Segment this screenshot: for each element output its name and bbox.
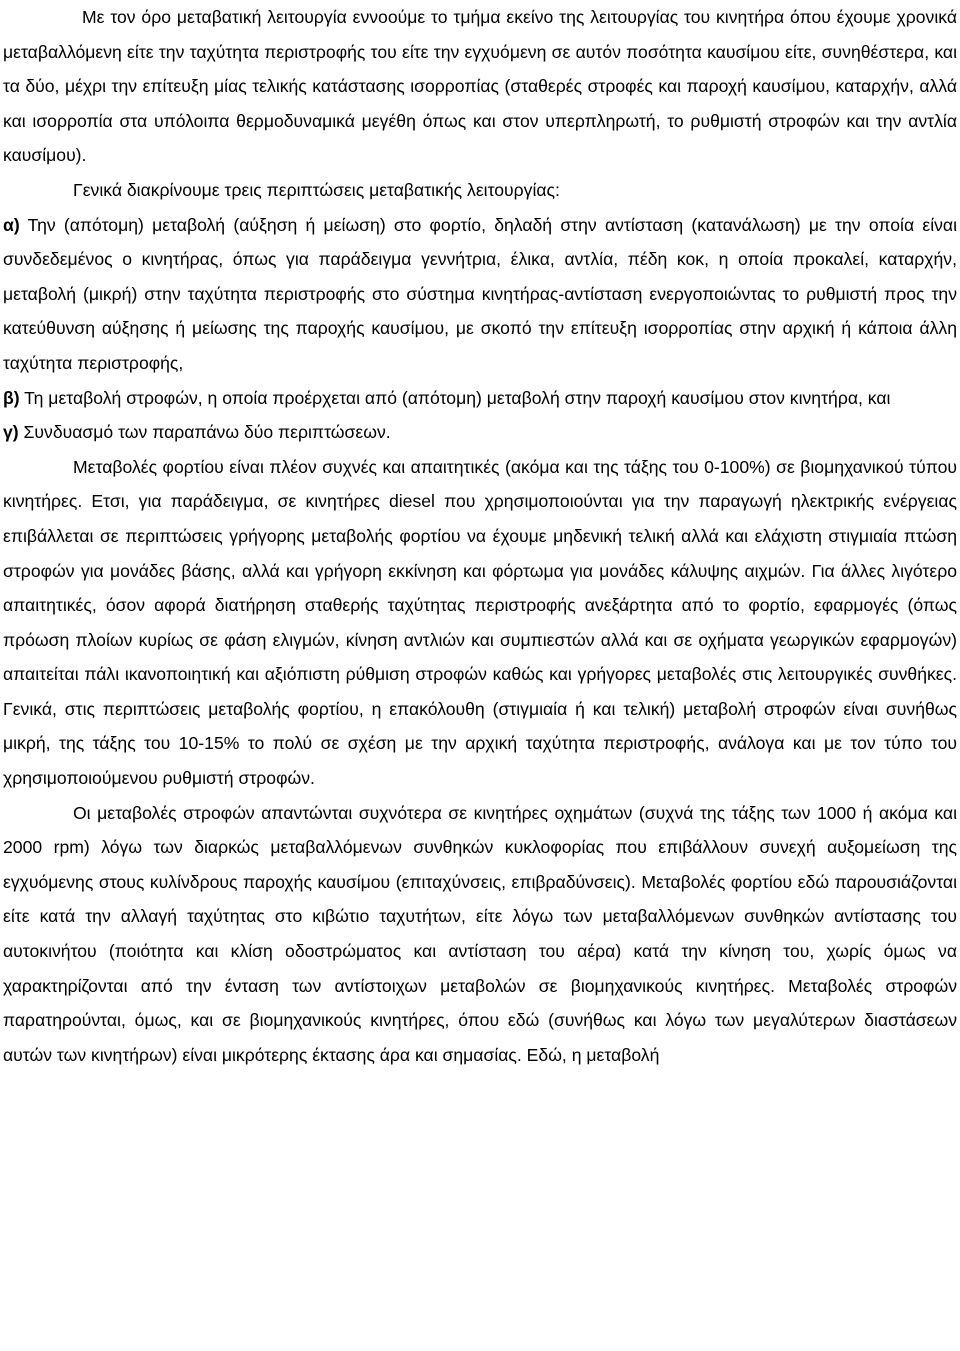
document-page bbox=[3, 0, 957, 1072]
case-c-item bbox=[3, 415, 957, 450]
case-c-label: γ) bbox=[3, 422, 19, 443]
case-a-label: α) bbox=[3, 214, 20, 235]
paragraph-speed-changes: Οι μεταβολές στροφών απαντώνται συχνότερα σε κινητήρες οχημάτων (συχνά της τάξης των 1000 ή ακόμα και 2000 rpm) λόγω των διαρκώς μεταβαλλόμενων συνθηκών κυκλοφορίας που επιβάλλουν συνεχή αυξομείωση της εγχυόμενης στους κυλίνδρους παροχής καυσίμου (επιταχύνσεις, επιβραδύνσεις). Μεταβολές φορτίου εδώ παρουσιάζονται είτε κατά την αλλαγή ταχύτητας στο κιβώτιο ταχυτήτων, είτε λόγω των μεταβαλλόμενων συνθηκών αντίστασης του αυτοκινήτου (ποιότητα και κλίση οδοστρώματος και αντίσταση του αέρα) κατά την κίνηση του, χωρίς όμως να χαρακτηρίζονται από την ένταση των αντίστοιχων μεταβολών σε βιομηχανικούς κινητήρες. Μεταβολές στροφών παρατηρούνται, όμως, και σε βιομηχανικούς κινητήρες, όπου εδώ (συνήθως και λόγω των μεγαλύτερων διαστάσεων αυτών των κινητήρων) είναι μικρότερης έκτασης άρα και σημασίας. Εδώ, η μεταβολή bbox=[3, 802, 957, 1065]
paragraph-transient-definition: Με τον όρο μεταβατική λειτουργία εννοούμε το τμήμα εκείνο της λειτουργίας του κινητήρα όπου έχουμε χρονικά μεταβαλλόμενη είτε την ταχύτητα περιστροφής του είτε την εγχυόμενη σε αυτόν ποσότητα καυσίμου είτε, συνηθέστερα, και τα δύο, μέχρι την επίτευξη μίας τελικής κατάστασης ισορροπίας (σταθερές στροφές και παροχή καυσίμου, καταρχήν, αλλά και ισορροπία στα υπόλοιπα θερμοδυναμικά μεγέθη όπως και στον υπερπληρωτή, το ρυθμιστή στροφών και την αντλία καυσίμου). bbox=[3, 7, 957, 166]
case-b-text: Τη μεταβολή στροφών, η οποία προέρχεται από (απότομη) μεταβολή στην παροχή καυσίμου στον κινητήρα, και bbox=[19, 387, 891, 408]
paragraph-load-changes: Μεταβολές φορτίου είναι πλέον συχνές και απαιτητικές (ακόμα και της τάξης του 0-100%) σε βιομηχανικού τύπου κινητήρες. Ετσι, για παράδειγμα, σε κινητήρες diesel που χρησιμοποιούνται για την παραγωγή ηλεκτρικής ενέργειας επιβάλλεται σε περιπτώσεις γρήγορης μεταβολής φορτίου να έχουμε μηδενική τελική αλλά και ελάχιστη στιγμιαία πτώση στροφών για μονάδες βάσης, αλλά και γρήγορη εκκίνηση και φόρτωμα για μονάδες κάλυψης αιχμών. Για άλλες λιγότερο απαιτητικές, όσον αφορά διατήρηση σταθερής ταχύτητας περιστροφής ανεξάρτητα από το φορτίο, εφαρμογές (όπως πρόωση πλοίων κυρίως σε φάση ελιγμών, κίνηση αντλιών και συμπιεστών αλλά και σε οχήματα γεωργικών εφαρμογών) απαιτείται πάλι ικανοποιητική και αξιόπιστη ρύθμιση στροφών καθώς και γρήγορες μεταβολές στις λειτουργικές συνθήκες. Γενικά, στις περιπτώσεις μεταβολής φορτίου, η επακόλουθη (στιγμιαία ή και τελική) μεταβολή στροφών είναι συνήθως μικρή, της τάξης του 10-15% το πολύ σε σχέση με την αρχική ταχύτητα περιστροφής, ανάλογα και με τον τύπο του χρησιμοποιούμενου ρυθμιστή στροφών. bbox=[3, 456, 957, 789]
case-b-label: β) bbox=[3, 387, 20, 408]
case-a-item bbox=[3, 208, 957, 381]
paragraph-cases-intro: Γενικά διακρίνουμε τρεις περιπτώσεις μεταβατικής λειτουργίας: bbox=[73, 179, 560, 200]
case-a-text: Την (απότομη) μεταβολή (αύξηση ή μείωση) στο φορτίο, δηλαδή στην αντίσταση (κατανάλωση) με την οποία είναι συνδεδεμένος ο κινητήρας, όπως για παράδειγμα γεννήτρια, έλικα, αντλία, πέδη κοκ, η οποία προκαλεί, καταρχήν, μεταβολή (μικρή) στην ταχύτητα περιστροφής στο σύστημα κινητήρας-αντίσταση ενεργοποιώντας το ρυθμιστή προς την κατεύθυνση αύξησης ή μείωσης της παροχής καυσίμου, με σκοπό την επίτευξη ισορροπίας στην αρχική ή κάποια άλλη ταχύτητα περιστροφής, bbox=[3, 214, 957, 373]
case-c-text: Συνδυασμό των παραπάνω δύο περιπτώσεων. bbox=[18, 422, 391, 443]
case-b-item bbox=[3, 381, 957, 416]
